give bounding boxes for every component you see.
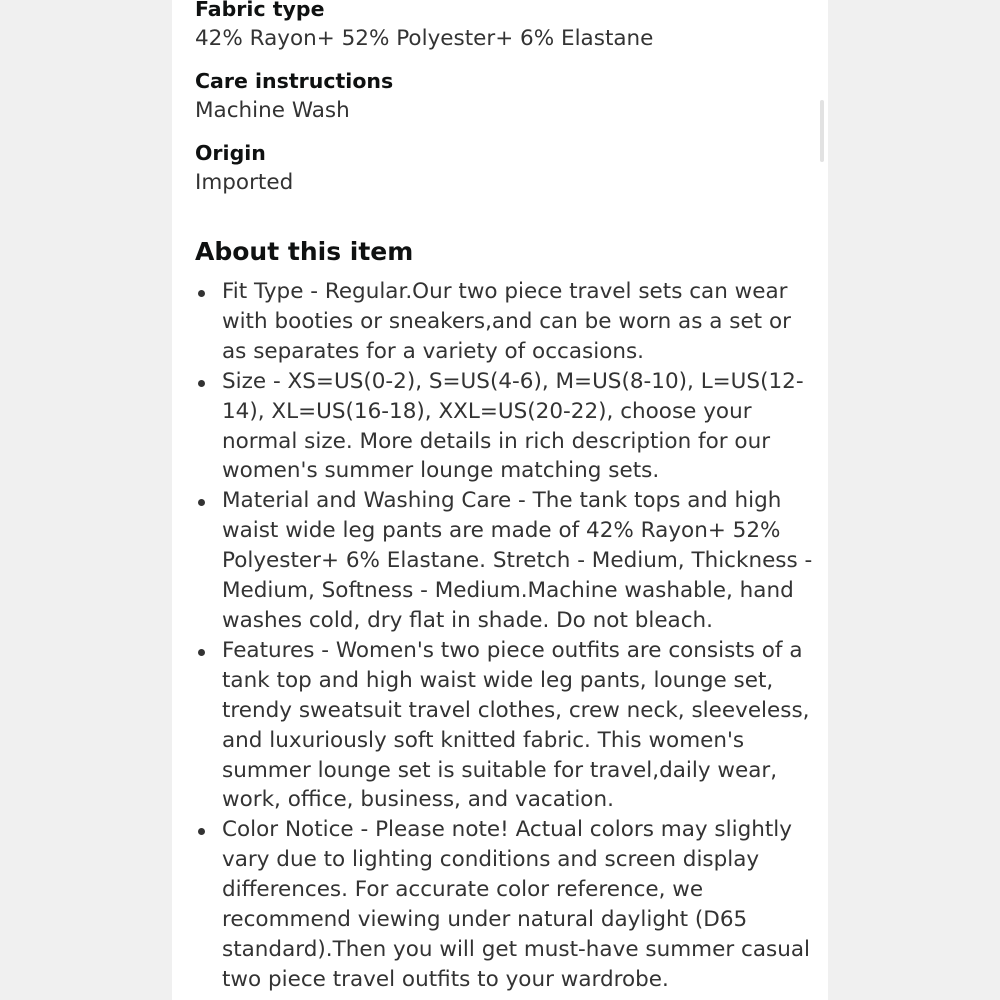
spec-label-fabric-type: Fabric type bbox=[195, 0, 325, 21]
spec-value-fabric-type: 42% Rayon+ 52% Polyester+ 6% Elastane bbox=[195, 26, 654, 51]
bullet-color-notice: Color Notice - Please note! Actual colors may slightly vary due to lighting conditions and screen display differences. For accurate color reference, we recommend viewing under natural daylight (D65 standard).Then you will get must-have summer casual two piece travel outfits to your wardrobe. bbox=[195, 815, 815, 994]
spec-label-care-instructions: Care instructions bbox=[195, 69, 394, 93]
spec-care-instructions bbox=[195, 66, 815, 126]
about-bullet-list bbox=[195, 277, 815, 995]
product-details-panel[interactable] bbox=[172, 0, 828, 1000]
bullet-fit-type: Fit Type - Regular.Our two piece travel sets can wear with booties or sneakers,and can be worn as a set or as separates for a variety of occasions. bbox=[195, 277, 815, 367]
spec-value-care-instructions: Machine Wash bbox=[195, 98, 350, 123]
bullet-material-washing-care: Material and Washing Care - The tank tops and high waist wide leg pants are made of 42% Rayon+ 52% Polyester+ 6% Elastane. Stretch - Medium, Thickness - Medium, Softness - Medium.Machine washable, hand washes cold, dry flat in shade. Do not bleach. bbox=[195, 486, 815, 636]
vertical-scrollbar[interactable] bbox=[820, 100, 824, 162]
spec-label-origin: Origin bbox=[195, 141, 266, 165]
product-details-content bbox=[195, 0, 815, 995]
spec-value-origin: Imported bbox=[195, 170, 294, 195]
about-this-item-heading: About this item bbox=[195, 237, 414, 266]
spec-origin bbox=[195, 138, 815, 198]
bullet-features: Features - Women's two piece outfits are consists of a tank top and high waist wide leg pants, lounge set, trendy sweatsuit travel clothes, crew neck, sleeveless, and luxuriously soft knitted fabric. This women's summer lounge set is suitable for travel,daily wear, work, office, business, and vacation. bbox=[195, 636, 815, 815]
spec-fabric-type bbox=[195, 0, 815, 54]
bullet-size: Size - XS=US(0-2), S=US(4-6), M=US(8-10), L=US(12-14), XL=US(16-18), XXL=US(20-22), choose your normal size. More details in rich description for our women's summer lounge matching sets. bbox=[195, 367, 815, 487]
